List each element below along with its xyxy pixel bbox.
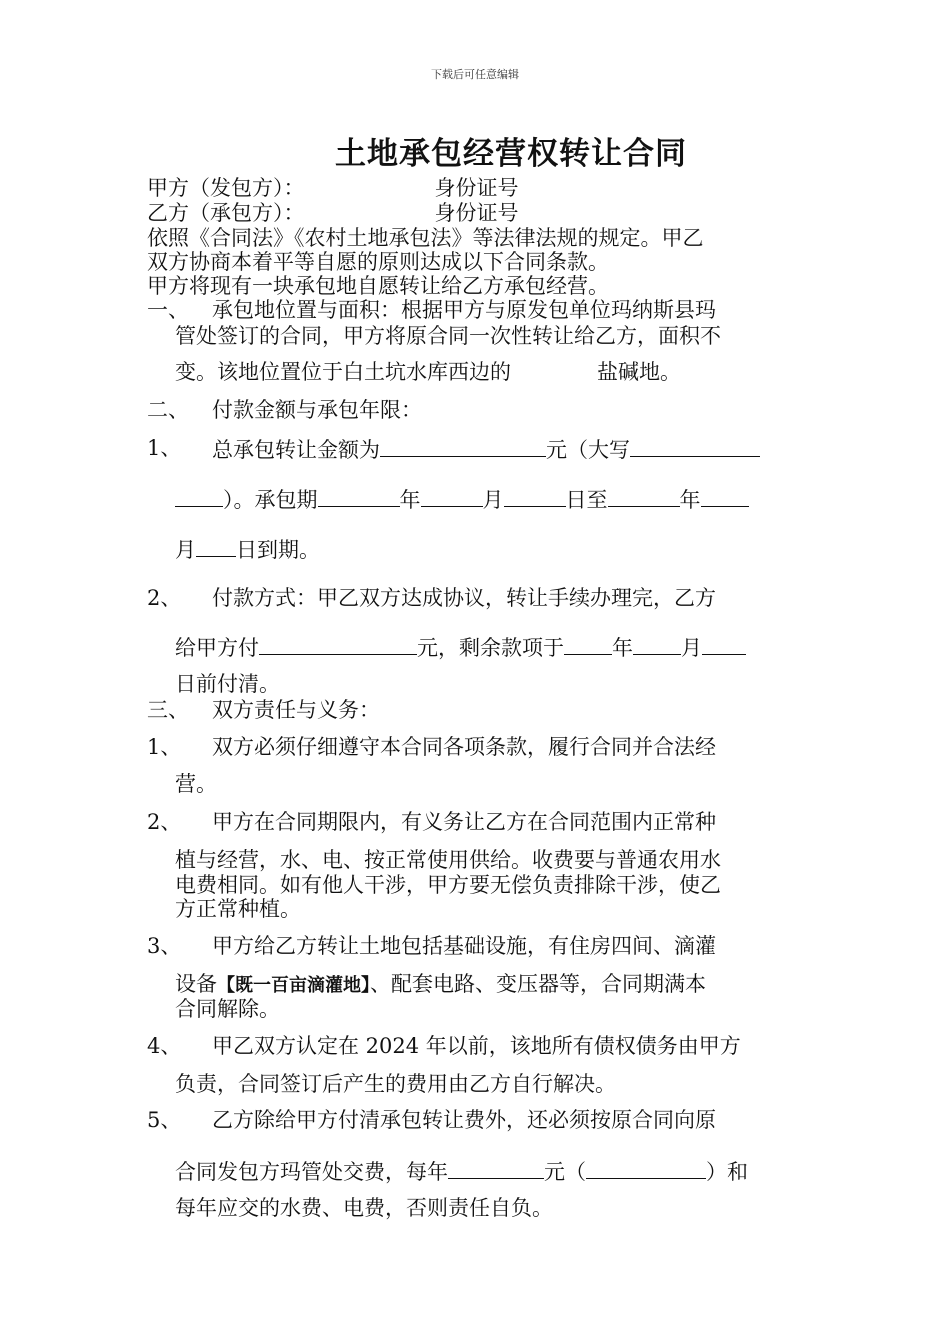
item-3-1-number: 1、 (147, 735, 182, 759)
section-3-heading: 双方责任与义务： (212, 698, 380, 722)
item-2-2-line-2 (175, 634, 746, 660)
item-3-5-line-1: 乙方除给甲方付清承包转让费外，还必须按原合同向原 (212, 1108, 716, 1132)
intro-line-3: 甲方将现有一块承包地自愿转让给乙方承包经营。 (147, 274, 609, 298)
section-2-number: 二、 (147, 398, 189, 422)
item-3-2-line-3: 电费相同。如有他人干涉，甲方要无偿负责排除干涉，使乙 (175, 873, 721, 897)
section-1-number: 一、 (147, 298, 189, 322)
item-3-2-line-4: 方正常种植。 (175, 897, 301, 921)
remaining-month-blank[interactable] (633, 634, 681, 655)
end-year-blank[interactable] (608, 486, 680, 507)
equipment-label: 设备 (175, 972, 217, 996)
end-month-blank[interactable] (701, 486, 749, 507)
section-1-line-2: 管处签订的合同，甲方将原合同一次性转让给乙方，面积不 (175, 324, 721, 348)
irrigation-note: 【既一百亩滴灌地】 (217, 975, 370, 996)
amount-words-blank[interactable] (630, 436, 760, 457)
year-label: 年 (399, 488, 421, 512)
item-3-4-line-1: 甲乙双方认定在 2024 年以前，该地所有债权债务由甲方 (212, 1034, 741, 1058)
item-3-3-line-1: 甲方给乙方转让土地包括基础设施，有住房四间、滴灌 (212, 934, 716, 958)
term-label: ）。承包期 (223, 488, 318, 512)
month-label: 月 (175, 538, 196, 562)
total-amount-label: 总承包转让金额为 (212, 438, 380, 462)
item-3-2-number: 2、 (147, 810, 182, 834)
party-a-line (147, 176, 519, 200)
yuan-label: 元（ (544, 1160, 586, 1184)
section-1-land-type: 盐碱地。 (597, 360, 681, 384)
item-3-5-line-3: 每年应交的水费、电费，否则责任自负。 (175, 1196, 553, 1220)
item-3-2-line-2: 植与经营，水、电、按正常使用供给。收费要与普通农用水 (175, 848, 721, 872)
year-label: 年 (612, 636, 633, 660)
end-day-blank[interactable] (196, 536, 236, 557)
payment-amount-blank[interactable] (259, 634, 417, 655)
item-2-2-line-3: 日前付清。 (175, 672, 280, 696)
intro-line-1: 依照《合同法》《农村土地承包法》等法律法规的规定。甲乙 (147, 226, 704, 250)
start-day-blank[interactable] (504, 486, 566, 507)
month-label: 月 (482, 488, 504, 512)
item-3-3-line-3: 合同解除。 (175, 997, 280, 1021)
expiry-label: 日到期。 (236, 538, 320, 562)
item-3-4-number: 4、 (147, 1034, 182, 1058)
item-3-2-line-1: 甲方在合同期限内，有义务让乙方在合同范围内正常种 (212, 810, 716, 834)
annual-fee-label: 合同发包方玛管处交费，每年 (175, 1160, 448, 1184)
amount-words-label: 元（大写 (546, 438, 630, 462)
party-a-id-label: 身份证号 (434, 176, 519, 200)
intro-line-2: 双方协商本着平等自愿的原则达成以下合同条款。 (147, 250, 609, 274)
start-year-blank[interactable] (318, 486, 400, 507)
item-2-1-line-3 (175, 536, 320, 562)
payment-label: 给甲方付 (175, 636, 259, 660)
annual-fee-blank[interactable] (448, 1158, 544, 1179)
party-b-line (147, 201, 519, 225)
remaining-day-blank[interactable] (702, 634, 746, 655)
year-label: 年 (679, 488, 701, 512)
item-2-1-line-1 (212, 436, 760, 462)
party-b-id-label: 身份证号 (434, 201, 519, 225)
total-amount-blank[interactable] (380, 436, 546, 457)
item-2-2-line-1: 付款方式：甲乙双方达成协议，转让手续办理完，乙方 (212, 586, 716, 610)
and-label: ）和 (706, 1160, 748, 1184)
page-header: 下载后可任意编辑 (431, 68, 519, 81)
item-3-3-number: 3、 (147, 934, 182, 958)
remaining-label: 元，剩余款项于 (417, 636, 564, 660)
party-b-label: 乙方（承包方）： (147, 201, 305, 225)
party-a-label: 甲方（发包方）： (147, 176, 305, 200)
section-1-line-1: 承包地位置与面积：根据甲方与原发包单位玛纳斯县玛 (212, 298, 716, 322)
amount-words-blank-cont[interactable] (175, 486, 223, 507)
item-3-5-number: 5、 (147, 1108, 182, 1132)
item-3-5-line-2 (175, 1158, 748, 1184)
remaining-year-blank[interactable] (564, 634, 612, 655)
item-3-4-line-2: 负责，合同签订后产生的费用由乙方自行解决。 (175, 1072, 616, 1096)
annual-fee-words-blank[interactable] (586, 1158, 706, 1179)
to-label: 日至 (565, 488, 608, 512)
item-2-1-number: 1、 (147, 436, 182, 460)
item-2-2-number: 2、 (147, 586, 182, 610)
section-1-line-3 (175, 360, 681, 384)
document-title: 土地承包经营权转让合同 (335, 136, 687, 172)
equipment-list: 、配套电路、变压器等，合同期满本 (370, 972, 706, 996)
section-1-location: 变。该地位置位于白土坑水库西边的 (175, 360, 511, 384)
section-2-heading: 付款金额与承包年限： (212, 398, 422, 422)
start-month-blank[interactable] (421, 486, 483, 507)
month-label: 月 (681, 636, 702, 660)
item-2-1-line-2 (175, 486, 749, 512)
item-3-1-line-2: 营。 (175, 772, 217, 796)
section-3-number: 三、 (147, 698, 189, 722)
item-3-3-line-2 (175, 972, 706, 998)
item-3-1-line-1: 双方必须仔细遵守本合同各项条款，履行合同并合法经 (212, 735, 716, 759)
